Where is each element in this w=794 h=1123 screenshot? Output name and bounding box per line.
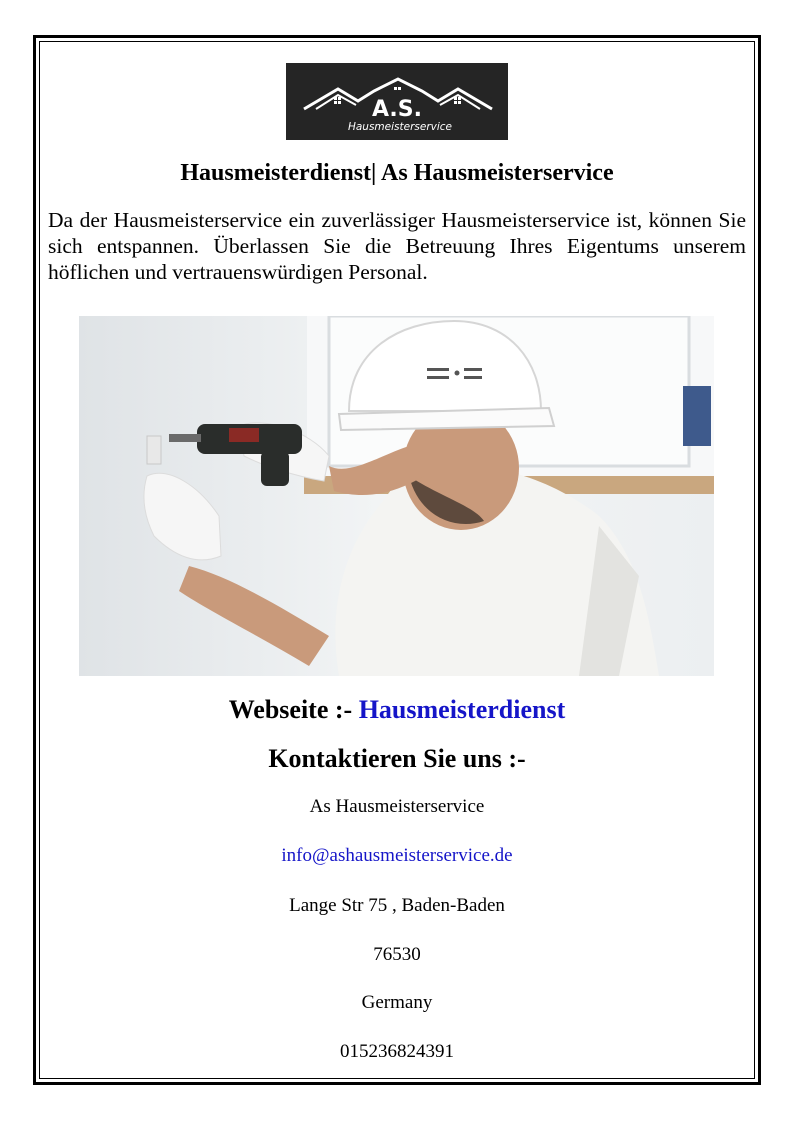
handyman-photo: [79, 316, 714, 676]
contact-street: Lange Str 75 , Baden-Baden: [289, 895, 505, 916]
logo-brand-text: Hausmeisterservice: [347, 121, 453, 133]
house-roof-logo-icon: [286, 63, 508, 140]
website-line: [48, 694, 746, 726]
logo-brand-mark: A.S.: [372, 97, 422, 122]
contact-email-link[interactable]: info@ashausmeisterservice.de: [281, 845, 513, 866]
company-logo: [286, 63, 508, 140]
intro-paragraph: Da der Hausmeisterservice ein zuverlässiger Hausmeisterservice ist, können Sie sich entspannen. Überlassen Sie die Betreuung Ihres Eigentums unserem höflichen und vertrauenswürdigen Personal.: [48, 208, 746, 284]
worker-drilling-image: [79, 316, 714, 676]
contact-company: As Hausmeisterservice: [309, 796, 485, 817]
contact-heading: Kontaktieren Sie uns :-: [268, 744, 526, 773]
contact-phone: 015236824391: [340, 1041, 454, 1062]
contact-country: Germany: [361, 992, 433, 1013]
contact-postcode: 76530: [373, 944, 421, 965]
website-link[interactable]: Hausmeisterdienst: [358, 695, 566, 724]
website-label: Webseite :-: [228, 695, 359, 724]
page-title: Hausmeisterdienst| As Hausmeisterservice: [180, 160, 614, 186]
